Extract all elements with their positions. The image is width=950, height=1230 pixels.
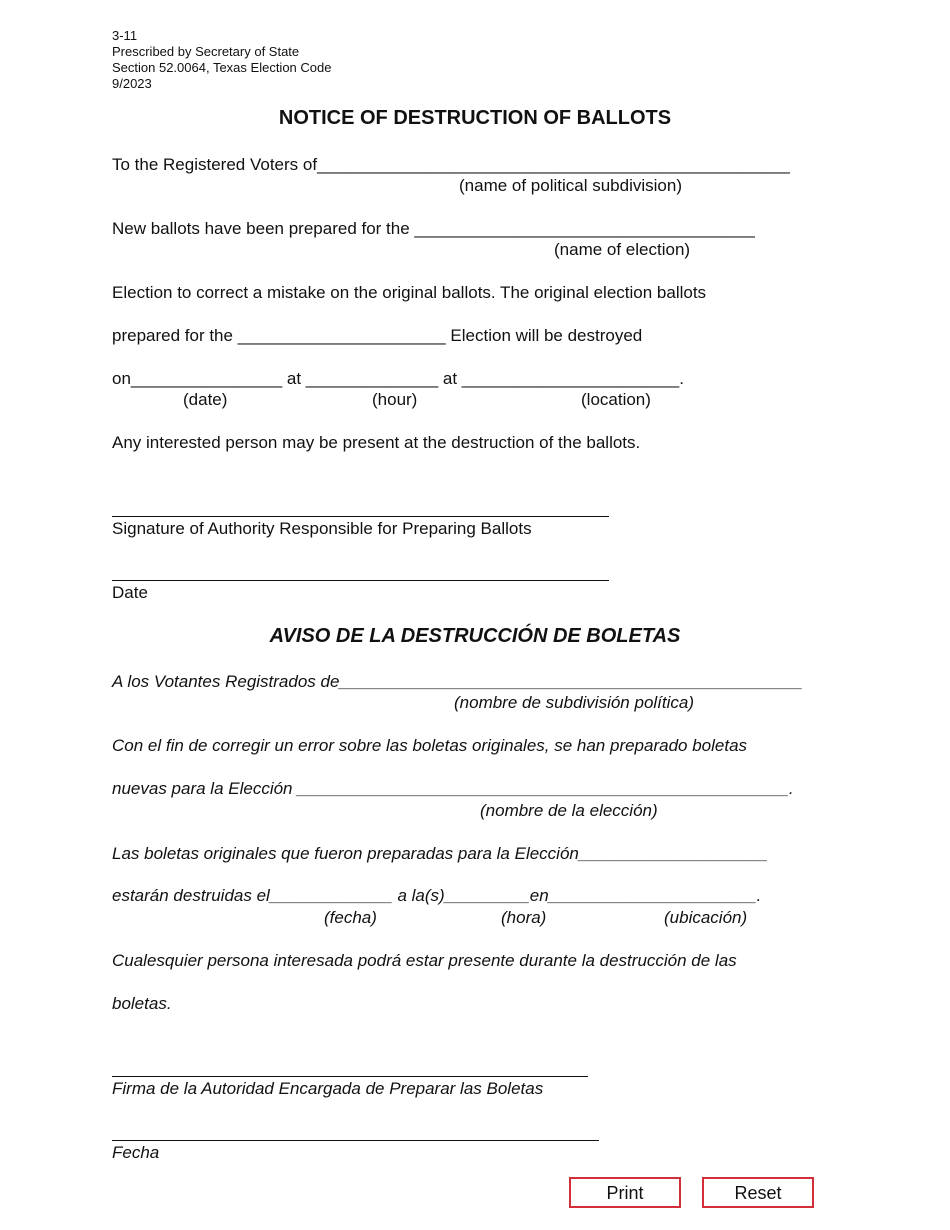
english-date-label: Date <box>112 583 148 602</box>
spanish-label-hora: (hora) <box>501 908 547 927</box>
spanish-label-ubicacion: (ubicación) <box>664 908 748 927</box>
spanish-line-boletas: boletas. <box>112 994 172 1013</box>
spanish-line-original-ballots: Las boletas originales que fueron preparadas para la Elección____________________ <box>112 844 768 863</box>
print-button[interactable]: Print <box>569 1177 681 1208</box>
code-section: Section 52.0064, Texas Election Code <box>112 60 332 75</box>
english-line-interested-person: Any interested person may be present at the destruction of the ballots. <box>112 433 641 452</box>
english-label-hour: (hour) <box>372 390 418 409</box>
english-label-election-name: (name of election) <box>554 240 691 259</box>
spanish-signature-line <box>112 1076 588 1077</box>
english-signature-line <box>112 516 609 517</box>
english-signature-label: Signature of Authority Responsible for Preparing Ballots <box>112 519 532 538</box>
spanish-label-election-name: (nombre de la elección) <box>480 801 658 820</box>
spanish-line-new-election: nuevas para la Elección ____________________________________________________. <box>112 779 794 798</box>
english-label-political-subdivision: (name of political subdivision) <box>459 176 682 195</box>
spanish-label-political-subdivision: (nombre de subdivisión política) <box>454 693 695 712</box>
english-title: NOTICE OF DESTRUCTION OF BALLOTS <box>278 107 672 129</box>
spanish-line-interested-person: Cualesquier persona interesada podrá estar presente durante la destrucción de las <box>112 951 737 970</box>
english-date-line <box>112 580 609 581</box>
prescribed-by: Prescribed by Secretary of State <box>112 44 300 59</box>
form-number: 3-11 <box>112 28 138 43</box>
spanish-date-line <box>112 1140 599 1141</box>
spanish-label-fecha: (fecha) <box>324 908 377 927</box>
english-line-prepared-for: prepared for the ______________________ Election will be destroyed <box>112 326 643 345</box>
spanish-line-correct-error: Con el fin de corregir un error sobre las boletas originales, se han preparado boletas <box>112 736 748 755</box>
english-line-new-ballots: New ballots have been prepared for the ____________________________________ <box>112 219 755 238</box>
english-line-correct-mistake: Election to correct a mistake on the original ballots. The original election ballots <box>112 283 707 302</box>
spanish-title: AVISO DE LA DESTRUCCIÓN DE BOLETAS <box>269 625 681 647</box>
spanish-line-date-hour-location: estarán destruidas el_____________ a la(s)_________en______________________. <box>112 886 762 905</box>
english-line-registered-voters: To the Registered Voters of__________________________________________________ <box>112 155 790 174</box>
revision-date: 9/2023 <box>112 76 152 91</box>
english-label-location: (location) <box>581 390 651 409</box>
english-line-date-hour-location: on________________ at ______________ at _______________________. <box>112 369 684 388</box>
english-label-date: (date) <box>183 390 228 409</box>
reset-button[interactable]: Reset <box>702 1177 814 1208</box>
spanish-signature-label: Firma de la Autoridad Encargada de Preparar las Boletas <box>112 1079 544 1098</box>
spanish-date-label: Fecha <box>112 1143 160 1162</box>
spanish-line-registered-voters: A los Votantes Registrados de_________________________________________________ <box>112 672 803 691</box>
